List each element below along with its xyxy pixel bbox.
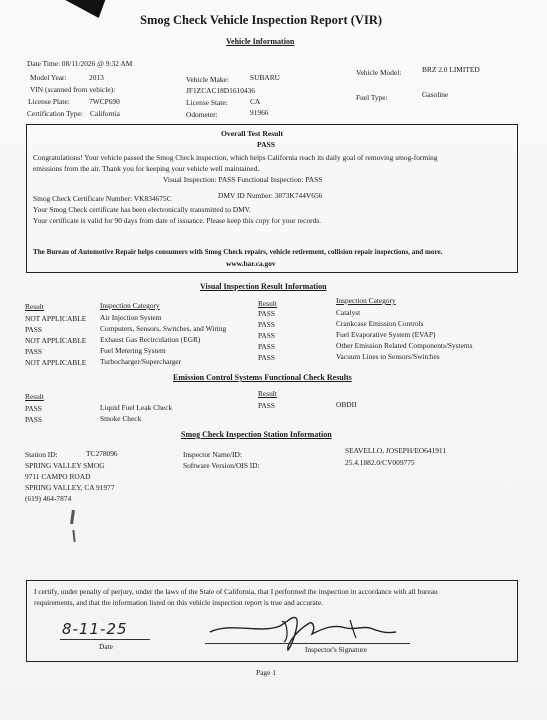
visual-right-category: Other Emission Related Components/Systems	[336, 341, 473, 350]
visual-left-result: PASS	[25, 325, 42, 334]
station-phone: (619) 464-7874	[25, 494, 72, 503]
congrats-line-1: Congratulations! Your vehicle passed the Smog Check inspection, which helps California reach its daily goal of removing smog-forming	[33, 153, 438, 162]
visual-right-category: Catalyst	[336, 308, 361, 317]
functional-right-category: OBDII	[336, 400, 357, 409]
overall-result-status: PASS	[257, 140, 276, 149]
odometer-value: 91966	[250, 108, 269, 117]
signature-line	[205, 643, 410, 644]
software-version-label: Software Version/OIS ID:	[183, 461, 260, 470]
station-name: SPRING VALLEY SMOG	[25, 461, 105, 470]
visual-left-result: NOT APPLICABLE	[25, 314, 87, 323]
license-state-label: License State:	[186, 98, 228, 107]
fuel-type-label: Fuel Type:	[356, 93, 388, 102]
inspector-name-label: Inspector Name/ID:	[183, 450, 242, 459]
report-title: Smog Check Vehicle Inspection Report (VIR)	[140, 13, 383, 27]
fuel-type-value: Gasoline	[422, 90, 449, 99]
station-id-value: TC278096	[86, 449, 118, 458]
vehicle-make-value: SUBARU	[250, 73, 280, 82]
visual-left-result-header: Result	[25, 302, 44, 311]
functional-left-category: Liquid Fuel Leak Check	[100, 403, 173, 412]
visual-right-result: PASS	[258, 320, 275, 329]
model-year-value: 2013	[89, 73, 104, 82]
visual-right-result: PASS	[258, 342, 275, 351]
signature-label: Inspector's Signature	[305, 645, 367, 654]
station-info-heading: Smog Check Inspection Station Information	[181, 430, 332, 439]
visual-right-result: PASS	[258, 353, 275, 362]
handwritten-date: 8-11-25	[62, 620, 128, 638]
vehicle-make-label: Vehicle Make:	[186, 75, 229, 84]
license-plate-value: 7WCP690	[89, 97, 120, 106]
vin-label: VIN (scanned from vehicle):	[30, 85, 116, 94]
vehicle-model-value: BRZ 2.0 LIMITED	[422, 65, 480, 74]
dmv-id-number: DMV ID Number: 3873K744V656	[218, 191, 323, 200]
certification-text-line2: requirements, and that the information listed on this vehicle inspection report is true and accurate.	[34, 598, 323, 607]
transmitted-notice: Your Smog Check certificate has been electronically transmitted to DMV.	[33, 205, 251, 214]
visual-functional-result: Visual Inspection: PASS Functional Inspection: PASS	[163, 175, 323, 184]
visual-right-category-header: Inspection Category	[336, 296, 396, 305]
model-year-label: Model Year:	[30, 73, 67, 82]
visual-left-category: Turbocharger/Supercharger	[100, 357, 182, 366]
software-version-value: 25.4.1882.0/CV009775	[345, 458, 415, 467]
section-vehicle-information: Vehicle Information	[226, 37, 295, 46]
visual-left-category: Fuel Metering System	[100, 346, 166, 355]
visual-right-category: Crankcase Emission Controls	[336, 319, 424, 328]
visual-left-category: Air Injection System	[100, 313, 162, 322]
vin-value: JF1ZCAC18D1610436	[186, 86, 255, 95]
date-line	[60, 639, 150, 640]
report-datetime: Date Time: 08/11/2026 @ 9:32 AM	[27, 59, 133, 68]
validity-notice: Your certificate is valid for 90 days from date of issuance. Please keep this copy for your records.	[33, 216, 322, 225]
functional-right-result-header: Result	[258, 389, 277, 398]
visual-left-category-header: Inspection Category	[100, 301, 160, 310]
certification-type-value: California	[90, 109, 120, 118]
visual-left-category: Computers, Sensors, Switches, and Wiring	[100, 324, 227, 333]
functional-left-result: PASS	[25, 404, 42, 413]
station-address-line2: SPRING VALLEY, CA 91977	[25, 483, 115, 492]
functional-check-heading: Emission Control Systems Functional Check Results	[173, 373, 352, 382]
certification-type-label: Certification Type:	[27, 109, 83, 118]
functional-left-result: PASS	[25, 415, 42, 424]
visual-right-category: Fuel Evaporative System (EVAP)	[336, 330, 436, 339]
visual-left-result: NOT APPLICABLE	[25, 336, 87, 345]
vehicle-model-label: Vehicle Model:	[356, 68, 402, 77]
visual-left-result: NOT APPLICABLE	[25, 358, 87, 367]
overall-result-heading: Overall Test Result	[221, 129, 284, 138]
license-state-value: CA	[250, 97, 261, 106]
visual-inspection-heading: Visual Inspection Result Information	[200, 282, 327, 291]
bar-notice: The Bureau of Automotive Repair helps consumers with Smog Check repairs, vehicle retirement, collision repair inspections, and more.	[33, 248, 443, 256]
page-number: Page 1	[256, 668, 276, 677]
visual-left-category: Exhaust Gas Recirculation (EGR)	[100, 335, 201, 344]
station-id-label: Station ID:	[25, 450, 58, 459]
functional-right-result: PASS	[258, 401, 275, 410]
inspector-name-value: SEAVELLO, JOSEPH/EO641911	[345, 446, 447, 455]
visual-left-result: PASS	[25, 347, 42, 356]
date-label: Date	[99, 642, 113, 651]
scan-corner-shadow	[59, 0, 106, 18]
visual-right-category: Vacuum Lines to Sensors/Switches	[336, 352, 440, 361]
license-plate-label: License Plate:	[28, 97, 70, 106]
station-address-line1: 9711 CAMPO ROAD	[25, 472, 91, 481]
visual-right-result: PASS	[258, 331, 275, 340]
odometer-label: Odometer:	[186, 110, 218, 119]
certificate-number: Smog Check Certificate Number: VK834675C	[33, 194, 172, 203]
functional-left-result-header: Result	[25, 392, 44, 401]
visual-right-result: PASS	[258, 309, 275, 318]
functional-left-category: Smoke Check	[100, 414, 142, 423]
congrats-line-2: emissions from the air. Thank you for keeping your vehicle well maintained.	[33, 164, 260, 173]
bar-website-link[interactable]: www.bar.ca.gov	[226, 259, 276, 268]
visual-right-result-header: Result	[258, 299, 277, 308]
certification-text-line1: I certify, under penalty of perjury, under the laws of the State of California, that I performed the inspection in accordance with all bureau	[34, 587, 438, 596]
